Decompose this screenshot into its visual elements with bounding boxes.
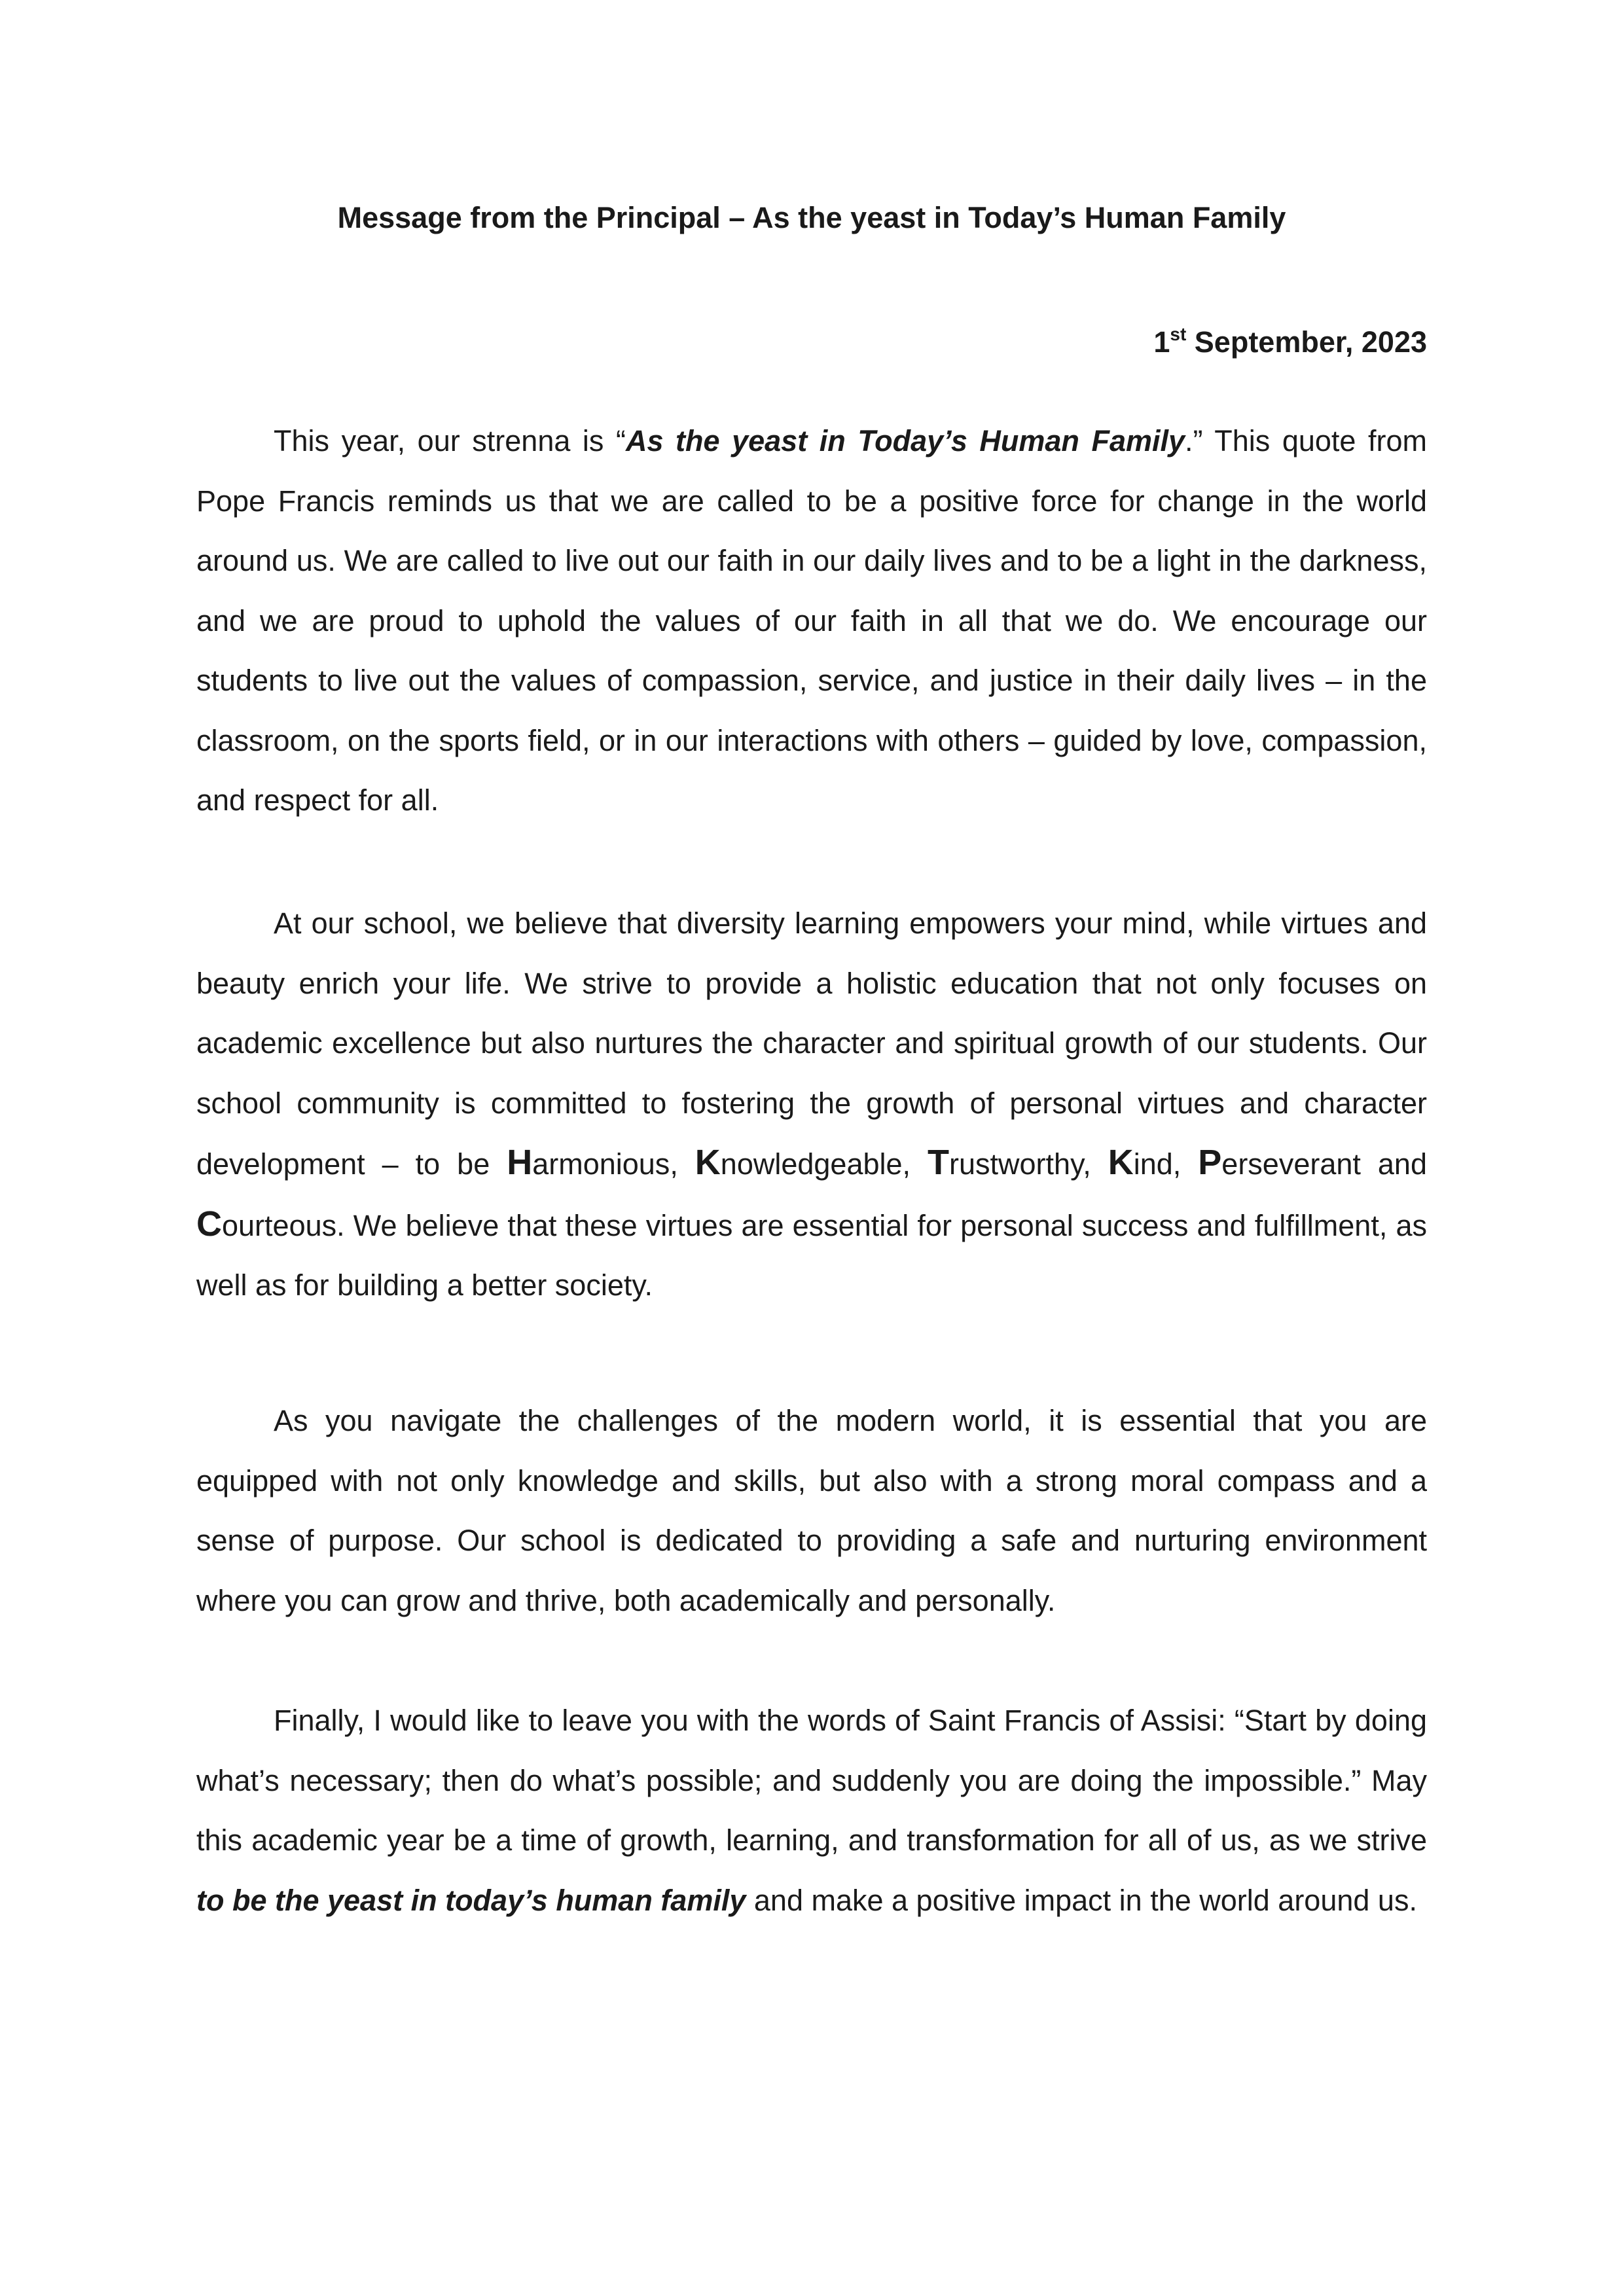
virtue-rest: armonious (532, 1147, 670, 1181)
paragraph-modern-world: As you navigate the challenges of the modern world, it is essential that you are equipped with not only knowledge and skills, but also with a strong moral compass and a sense of purpose. Our school is dedicated to providing a safe and nurturing environment where you can grow and thrive, both academically and personally. (196, 1404, 1427, 1617)
virtue-separator: , (1083, 1147, 1108, 1181)
virtue-harmonious (507, 1143, 670, 1182)
virtue-separator: and (1360, 1147, 1427, 1181)
virtue-separator: , (670, 1147, 695, 1181)
paragraph-strenna (196, 411, 1427, 831)
virtue-separator: . (336, 1208, 345, 1242)
virtues-intro-text: At our school, we believe that diversity learning empowers your mind, while virtues and beauty enrich your life. We strive to provide a holistic education that not only focuses on academic excellence but also nurtures the character and spiritual growth of our students. Our school community is committed to fostering the growth of personal virtues and character development – to be (196, 906, 1427, 1181)
virtue-separator: , (902, 1147, 928, 1181)
closing-end-text: and make a positive impact in the world around us. (746, 1883, 1417, 1917)
virtue-knowledgeable (695, 1143, 903, 1182)
virtue-initial: T (928, 1143, 950, 1182)
virtue-separator: , (1172, 1147, 1199, 1181)
virtue-initial: H (507, 1143, 533, 1182)
date-month-year: September, 2023 (1186, 325, 1427, 359)
message-title: Message from the Principal – As the yeast in Today’s Human Family (337, 201, 1286, 234)
virtue-rest: nowledgeable (720, 1147, 903, 1181)
strenna-body-text: .” This quote from Pope Francis reminds us that we are called to be a positive force for change in the world around us. We are called to live out our faith in our daily lives and to be a light in the darkness, and we are proud to uphold the values of our faith in all that we do. We encourage our students to live out the values of compassion, service, and justice in their daily lives – in the classroom, on the sports field, or in our interactions with others – guided by love, compassion, and respect for all. (196, 424, 1428, 817)
virtue-initial: K (1108, 1143, 1134, 1182)
virtue-courteous (196, 1204, 337, 1244)
message-date (196, 319, 1427, 365)
closing-emphasis: to be the yeast in today’s human family (196, 1883, 746, 1917)
virtue-initial: C (196, 1204, 222, 1244)
virtue-rest: erseverant (1221, 1147, 1361, 1181)
date-ordinal-suffix: st (1170, 324, 1187, 344)
virtue-trustworthy (928, 1143, 1083, 1182)
virtue-perseverant (1198, 1143, 1361, 1182)
closing-intro-text: Finally, I would like to leave you with the words of Saint Francis of Assisi: “Start by doing what’s necessary; then do what’s possible; and suddenly you are doing the impossible.” May this academic year be a time of growth, learning, and transformation for all of us, as we strive (196, 1704, 1427, 1857)
virtue-kind (1108, 1143, 1173, 1182)
virtue-rest: ourteous (222, 1208, 337, 1242)
virtue-rest: ind (1133, 1147, 1173, 1181)
virtue-initial: K (695, 1143, 721, 1182)
paragraph-closing (196, 1691, 1427, 1930)
date-day: 1 (1153, 325, 1170, 359)
virtue-rest: rustworthy (949, 1147, 1083, 1181)
virtue-initial: P (1198, 1143, 1222, 1182)
strenna-intro-text: This year, our strenna is “ (274, 424, 626, 457)
strenna-quote: As the yeast in Today’s Human Family (625, 424, 1185, 457)
paragraph-virtues (196, 893, 1427, 1316)
virtues-outro-text: We believe that these virtues are essential for personal success and fulfillment, as well as for building a better society. (196, 1208, 1427, 1302)
